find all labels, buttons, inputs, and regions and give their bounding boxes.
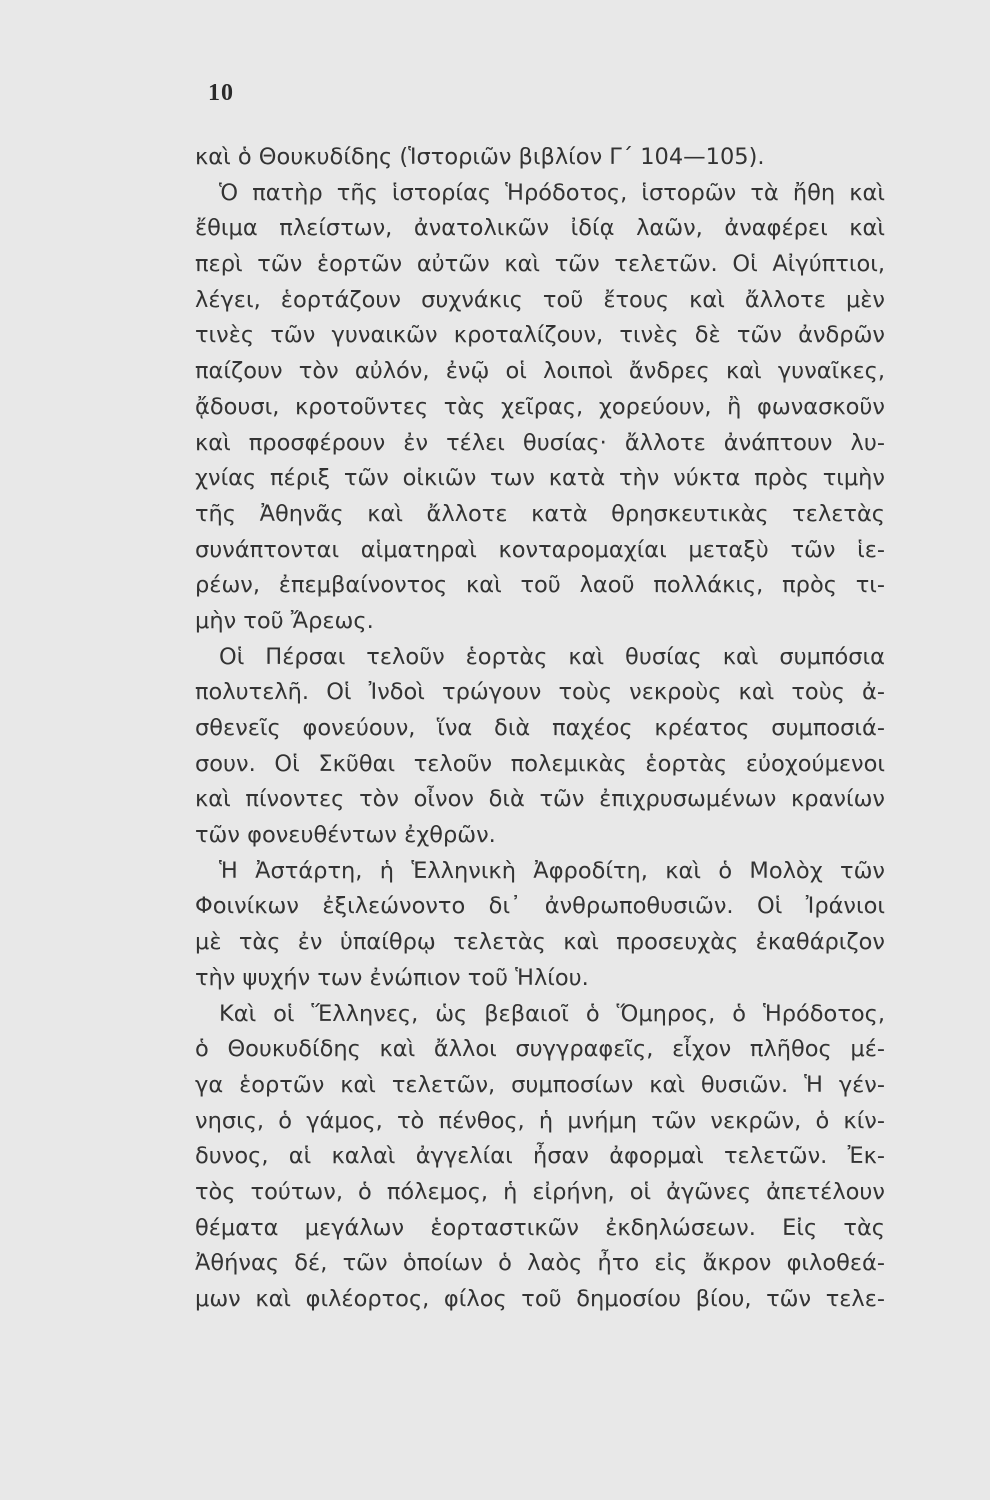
text-line: καὶ προσφέρουν ἐν τέλει θυσίας· ἄλλοτε ἀνάπτουν λυ- — [195, 429, 885, 456]
text-line: Φοινίκων ἐξιλεώνοντο δι᾽ ἀνθρωποθυσιῶν. Οἱ Ἰράνιοι — [195, 893, 885, 920]
text-line: καὶ ὁ Θουκυδίδης (Ἱστοριῶν βιβλίον Γ΄ 104—105). — [195, 144, 765, 170]
text-line: ρέων, ἐπεμβαίνοντος καὶ τοῦ λαοῦ πολλάκις, πρὸς τι- — [195, 572, 885, 599]
text-line: θέματα μεγάλων ἑορταστικῶν ἐκδηλώσεων. Εἰς τὰς — [195, 1214, 885, 1241]
text-line: ᾄδουσι, κροτοῦντες τὰς χεῖρας, χορεύουν, ἢ φωνασκοῦν — [195, 393, 885, 420]
text-line: Ἡ Ἀστάρτη, ἡ Ἑλληνικὴ Ἀφροδίτη, καὶ ὁ Μολὸχ τῶν — [219, 857, 885, 884]
text-line: μων καὶ φιλέορτος, φίλος τοῦ δημοσίου βίου, τῶν τελε- — [195, 1286, 885, 1312]
text-line: μὲ τὰς ἐν ὑπαίθρῳ τελετὰς καὶ προσευχὰς ἐκαθάριζον — [195, 929, 885, 956]
text-line: μὴν τοῦ Ἄρεως. — [195, 607, 374, 634]
text-line: γα ἑορτῶν καὶ τελετῶν, συμποσίων καὶ θυσιῶν. Ἡ γέν- — [195, 1071, 885, 1098]
text-line: δυνος, αἱ καλαὶ ἀγγελίαι ἦσαν ἀφορμαὶ τελετῶν. Ἐκ- — [195, 1143, 885, 1170]
text-line: τὴν ψυχήν των ἐνώπιον τοῦ Ἡλίου. — [195, 964, 589, 991]
text-line: Ὁ πατὴρ τῆς ἱστορίας Ἡρόδοτος, ἱστορῶν τὰ ἤθη καὶ — [219, 179, 885, 206]
text-line: παίζουν τὸν αὐλόν, ἐνῷ οἱ λοιποὶ ἄνδρες καὶ γυναῖκες, — [195, 358, 885, 385]
text-line: ὁ Θουκυδίδης καὶ ἄλλοι συγγραφεῖς, εἶχον πλῆθος μέ- — [195, 1036, 885, 1063]
body-text — [195, 140, 885, 1318]
text-line: Ἀθήνας δέ, τῶν ὁποίων ὁ λαὸς ἦτο εἰς ἄκρον φιλοθεά- — [195, 1250, 885, 1277]
text-line: Καὶ οἱ Ἕλληνες, ὡς βεβαιοῖ ὁ Ὅμηρος, ὁ Ἡρόδοτος, — [219, 1000, 885, 1027]
text-line: νησις, ὁ γάμος, τὸ πένθος, ἡ μνήμη τῶν νεκρῶν, ὁ κίν- — [195, 1107, 885, 1134]
text-line: λέγει, ἑορτάζουν συχνάκις τοῦ ἔτους καὶ ἄλλοτε μὲν — [195, 286, 885, 313]
text-line: τῶν φονευθέντων ἐχθρῶν. — [195, 822, 496, 849]
text-line: Οἱ Πέρσαι τελοῦν ἑορτὰς καὶ θυσίας καὶ συμπόσια — [219, 643, 885, 670]
text-line: ἔθιμα πλείστων, ἀνατολικῶν ἰδίᾳ λαῶν, ἀναφέρει καὶ — [195, 215, 885, 242]
page-number: 10 — [208, 80, 234, 106]
text-line: καὶ πίνοντες τὸν οἶνον διὰ τῶν ἐπιχρυσωμένων κρανίων — [195, 786, 885, 813]
text-line: σουν. Οἱ Σκῦθαι τελοῦν πολεμικὰς ἑορτὰς εὐοχούμενοι — [195, 750, 885, 777]
text-line: πολυτελῆ. Οἱ Ἰνδοὶ τρώγουν τοὺς νεκροὺς καὶ τοὺς ἀ- — [195, 679, 885, 706]
text-line: περὶ τῶν ἑορτῶν αὐτῶν καὶ τῶν τελετῶν. Οἱ Αἰγύπτιοι, — [195, 251, 885, 278]
text-line: συνάπτονται αἱματηραὶ κονταρομαχίαι μεταξὺ τῶν ἱε- — [195, 536, 885, 563]
text-line: τινὲς τῶν γυναικῶν κροταλίζουν, τινὲς δὲ τῶν ἀνδρῶν — [195, 322, 885, 349]
text-line: τῆς Ἀθηνᾶς καὶ ἄλλοτε κατὰ θρησκευτικὰς τελετὰς — [195, 500, 885, 527]
text-line: τὸς τούτων, ὁ πόλεμος, ἡ εἰρήνη, οἱ ἀγῶνες ἀπετέλουν — [195, 1178, 885, 1205]
text-line: σθενεῖς φονεύουν, ἵνα διὰ παχέος κρέατος συμποσιά- — [195, 715, 885, 741]
text-line: χνίας πέριξ τῶν οἰκιῶν των κατὰ τὴν νύκτα πρὸς τιμὴν — [195, 465, 885, 492]
